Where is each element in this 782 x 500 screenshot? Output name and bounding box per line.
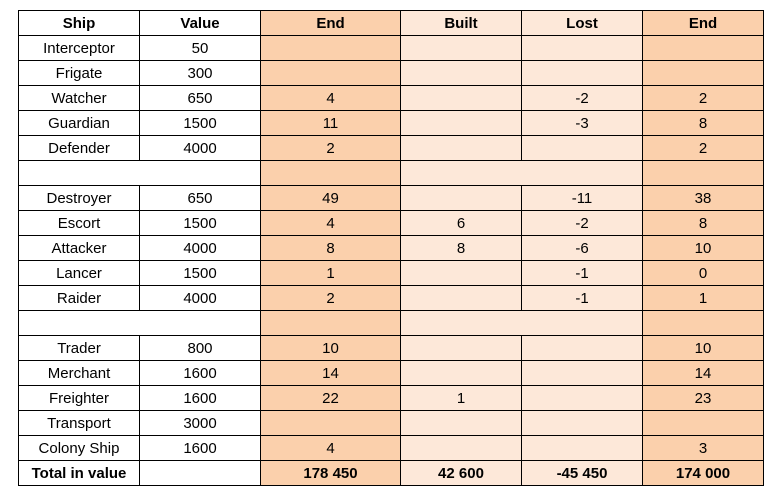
cell-lost	[522, 61, 643, 86]
cell-end-start: 14	[261, 361, 401, 386]
cell-lost: -6	[522, 236, 643, 261]
cell-value: 4000	[140, 286, 261, 311]
cell-value: 1500	[140, 211, 261, 236]
cell-end-final: 38	[643, 186, 764, 211]
cell-ship: Escort	[19, 211, 140, 236]
cell-end-final	[643, 61, 764, 86]
cell-end-start	[261, 61, 401, 86]
cell-value: 4000	[140, 136, 261, 161]
cell-end-final	[643, 36, 764, 61]
cell-ship: Guardian	[19, 111, 140, 136]
cell-end-final: 2	[643, 136, 764, 161]
cell-lost: -3	[522, 111, 643, 136]
cell-end-final: 8	[643, 211, 764, 236]
cell-value: 650	[140, 86, 261, 111]
cell-ship: Destroyer	[19, 186, 140, 211]
table-row	[19, 386, 764, 411]
table-row	[19, 136, 764, 161]
spacer-cell	[643, 161, 764, 186]
group-spacer-row	[19, 161, 764, 186]
group-spacer-row	[19, 311, 764, 336]
header-value: Value	[140, 11, 261, 36]
table-row	[19, 61, 764, 86]
cell-end-final: 2	[643, 86, 764, 111]
cell-end-start: 4	[261, 436, 401, 461]
cell-built	[401, 86, 522, 111]
cell-end-final: 14	[643, 361, 764, 386]
cell-end-final: 3	[643, 436, 764, 461]
cell-built	[401, 286, 522, 311]
cell-end-final: 10	[643, 336, 764, 361]
cell-end-start: 4	[261, 86, 401, 111]
cell-end-final	[643, 411, 764, 436]
cell-lost	[522, 361, 643, 386]
spacer-cell	[401, 311, 522, 336]
spacer-cell	[140, 161, 261, 186]
cell-value: 800	[140, 336, 261, 361]
total-lost: -45 450	[522, 461, 643, 486]
header-ship: Ship	[19, 11, 140, 36]
cell-end-start	[261, 36, 401, 61]
cell-end-final: 8	[643, 111, 764, 136]
cell-built	[401, 436, 522, 461]
cell-value: 3000	[140, 411, 261, 436]
cell-lost: -11	[522, 186, 643, 211]
cell-end-start: 10	[261, 336, 401, 361]
table-row	[19, 361, 764, 386]
cell-end-final: 23	[643, 386, 764, 411]
table-row	[19, 86, 764, 111]
cell-end-final: 10	[643, 236, 764, 261]
cell-built	[401, 261, 522, 286]
cell-ship: Raider	[19, 286, 140, 311]
cell-value: 50	[140, 36, 261, 61]
table-row	[19, 436, 764, 461]
spacer-cell	[401, 161, 522, 186]
spacer-cell	[522, 161, 643, 186]
total-end-final: 174 000	[643, 461, 764, 486]
spacer-cell	[140, 311, 261, 336]
cell-value: 300	[140, 61, 261, 86]
cell-built: 1	[401, 386, 522, 411]
cell-end-start: 22	[261, 386, 401, 411]
table-row	[19, 411, 764, 436]
cell-ship: Defender	[19, 136, 140, 161]
cell-lost: -1	[522, 286, 643, 311]
cell-value: 4000	[140, 236, 261, 261]
cell-lost	[522, 336, 643, 361]
cell-ship: Transport	[19, 411, 140, 436]
cell-built	[401, 186, 522, 211]
table-row	[19, 111, 764, 136]
cell-built: 8	[401, 236, 522, 261]
table-row	[19, 336, 764, 361]
table-row	[19, 211, 764, 236]
cell-end-start: 1	[261, 261, 401, 286]
cell-built	[401, 36, 522, 61]
cell-ship: Attacker	[19, 236, 140, 261]
cell-built: 6	[401, 211, 522, 236]
spacer-cell	[643, 311, 764, 336]
total-built: 42 600	[401, 461, 522, 486]
cell-value: 1500	[140, 111, 261, 136]
table-row	[19, 236, 764, 261]
cell-lost	[522, 136, 643, 161]
header-end-start: End	[261, 11, 401, 36]
cell-lost	[522, 386, 643, 411]
cell-lost: -1	[522, 261, 643, 286]
header-row	[19, 11, 764, 36]
cell-built	[401, 61, 522, 86]
cell-lost	[522, 36, 643, 61]
cell-lost: -2	[522, 86, 643, 111]
table-row	[19, 261, 764, 286]
cell-value: 1600	[140, 436, 261, 461]
header-end-final: End	[643, 11, 764, 36]
cell-end-final: 0	[643, 261, 764, 286]
cell-ship: Freighter	[19, 386, 140, 411]
cell-ship: Colony Ship	[19, 436, 140, 461]
cell-ship: Frigate	[19, 61, 140, 86]
table-row	[19, 36, 764, 61]
cell-lost	[522, 436, 643, 461]
cell-built	[401, 336, 522, 361]
total-end-start: 178 450	[261, 461, 401, 486]
cell-lost: -2	[522, 211, 643, 236]
cell-built	[401, 411, 522, 436]
cell-end-start: 4	[261, 211, 401, 236]
header-lost: Lost	[522, 11, 643, 36]
spacer-cell	[261, 311, 401, 336]
cell-end-start: 2	[261, 286, 401, 311]
cell-end-start: 8	[261, 236, 401, 261]
cell-end-start: 2	[261, 136, 401, 161]
ship-value-table	[18, 10, 764, 486]
cell-value: 1600	[140, 386, 261, 411]
cell-ship: Watcher	[19, 86, 140, 111]
cell-end-start: 49	[261, 186, 401, 211]
cell-built	[401, 111, 522, 136]
cell-lost	[522, 411, 643, 436]
cell-value: 1500	[140, 261, 261, 286]
cell-ship: Lancer	[19, 261, 140, 286]
cell-built	[401, 136, 522, 161]
header-built: Built	[401, 11, 522, 36]
cell-ship: Trader	[19, 336, 140, 361]
cell-built	[401, 361, 522, 386]
spacer-cell	[19, 311, 140, 336]
cell-value: 1600	[140, 361, 261, 386]
cell-end-start: 11	[261, 111, 401, 136]
spacer-cell	[522, 311, 643, 336]
spacer-cell	[19, 161, 140, 186]
cell-ship: Merchant	[19, 361, 140, 386]
total-label: Total in value	[19, 461, 140, 486]
total-value	[140, 461, 261, 486]
cell-end-start	[261, 411, 401, 436]
total-row	[19, 461, 764, 486]
cell-end-final: 1	[643, 286, 764, 311]
cell-value: 650	[140, 186, 261, 211]
table-row	[19, 186, 764, 211]
table-row	[19, 286, 764, 311]
table-body	[19, 36, 764, 461]
cell-ship: Interceptor	[19, 36, 140, 61]
spacer-cell	[261, 161, 401, 186]
